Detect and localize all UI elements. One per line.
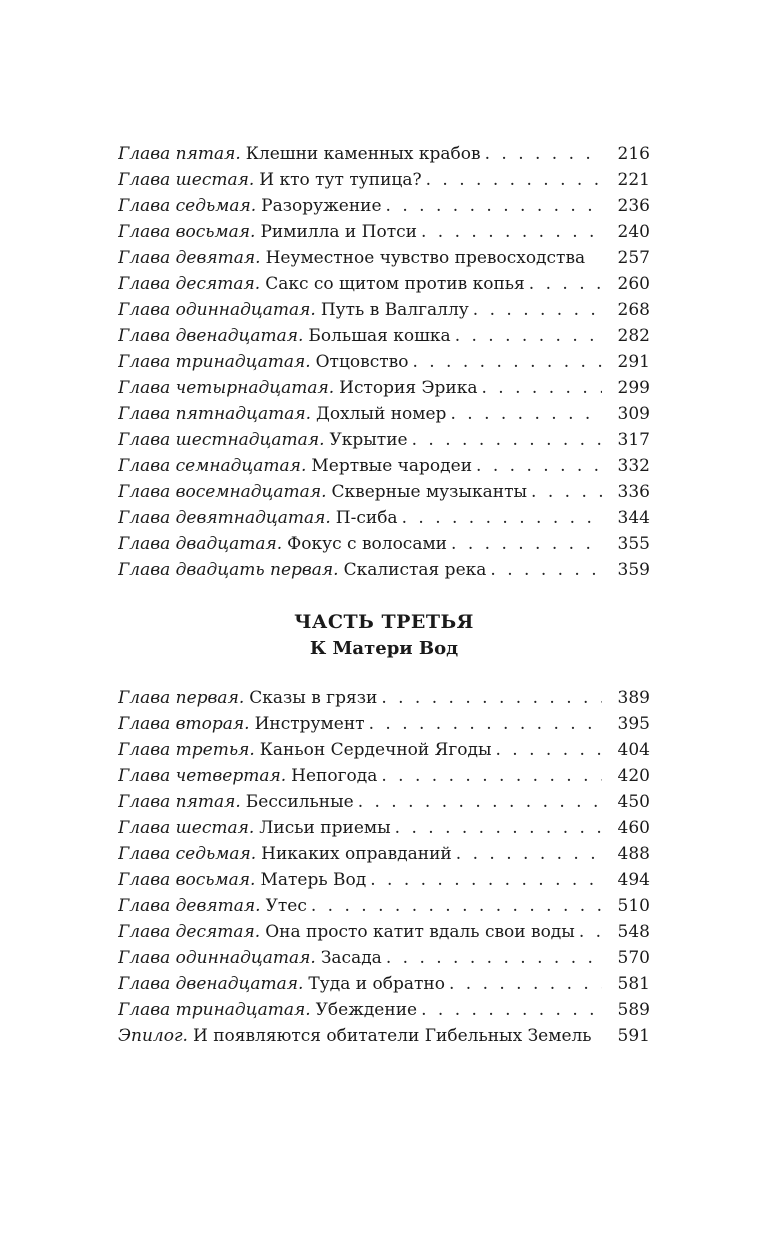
page-number: 494 — [617, 870, 650, 890]
chapter-title: П-сиба — [335, 508, 398, 528]
chapter-title: Засада — [320, 948, 382, 968]
chapter-label: Глава седьмая. — [118, 844, 257, 864]
toc-entry — [118, 245, 650, 271]
toc-entry — [118, 867, 650, 893]
page-number: 260 — [617, 274, 650, 294]
toc-entry — [118, 401, 650, 427]
page-number: 309 — [617, 404, 650, 424]
dot-leader — [531, 479, 602, 505]
chapter-title: Лисьи приемы — [259, 818, 391, 838]
chapter-title: Путь в Валгаллу — [320, 300, 469, 320]
page-number: 589 — [617, 1000, 650, 1020]
page-number: 355 — [617, 534, 650, 554]
toc-entry — [118, 841, 650, 867]
chapter-title: Дохлый номер — [316, 404, 447, 424]
dot-leader — [449, 971, 602, 997]
toc-entry — [118, 219, 650, 245]
chapter-label: Глава одиннадцатая. — [118, 300, 316, 320]
chapter-label: Глава двадцать первая. — [118, 560, 339, 580]
page-number: 291 — [617, 352, 650, 372]
page-number: 389 — [617, 688, 650, 708]
toc-entry — [118, 893, 650, 919]
page-number: 344 — [617, 508, 650, 528]
dot-leader — [579, 919, 602, 945]
toc-entry — [118, 349, 650, 375]
toc-entry — [118, 711, 650, 737]
dot-leader — [426, 167, 602, 193]
page-number: 460 — [617, 818, 650, 838]
chapter-label: Глава третья. — [118, 740, 255, 760]
dot-leader — [421, 997, 602, 1023]
dot-leader — [485, 141, 602, 167]
chapter-title: И кто тут тупица? — [259, 170, 422, 190]
toc-entry — [118, 453, 650, 479]
toc-entry — [118, 1023, 650, 1049]
chapter-label: Глава десятая. — [118, 922, 261, 942]
dot-leader — [481, 375, 602, 401]
page-number: 240 — [617, 222, 650, 242]
chapter-label: Глава двенадцатая. — [118, 326, 304, 346]
chapter-title: Мертвые чародеи — [311, 456, 473, 476]
chapter-label: Глава пятнадцатая. — [118, 404, 311, 424]
toc-entry — [118, 557, 650, 583]
toc-entry — [118, 375, 650, 401]
page-number: 299 — [617, 378, 650, 398]
dot-leader — [451, 531, 602, 557]
dot-leader — [412, 349, 602, 375]
chapter-title: Сказы в грязи — [249, 688, 378, 708]
dot-leader — [456, 841, 602, 867]
chapter-label: Глава шестнадцатая. — [118, 430, 325, 450]
dot-leader — [369, 711, 602, 737]
page-number: 420 — [617, 766, 650, 786]
toc-entry — [118, 997, 650, 1023]
toc-entry — [118, 427, 650, 453]
toc-entry — [118, 141, 650, 167]
page-number: 336 — [617, 482, 650, 502]
page-number: 268 — [617, 300, 650, 320]
page-number: 236 — [617, 196, 650, 216]
chapter-label: Глава двенадцатая. — [118, 974, 304, 994]
toc-entry — [118, 323, 650, 349]
part-heading: ЧАСТЬ ТРЕТЬЯ — [294, 611, 474, 633]
chapter-label: Глава девятнадцатая. — [118, 508, 331, 528]
toc-entry — [118, 297, 650, 323]
chapter-label: Глава девятая. — [118, 896, 261, 916]
page-number: 359 — [617, 560, 650, 580]
dot-leader — [490, 557, 602, 583]
toc-entry — [118, 685, 650, 711]
chapter-title: Римилла и Потси — [260, 222, 417, 242]
chapter-label: Глава четырнадцатая. — [118, 378, 335, 398]
chapter-label: Глава семнадцатая. — [118, 456, 307, 476]
page-number: 548 — [617, 922, 650, 942]
toc-entry — [118, 271, 650, 297]
dot-leader — [381, 685, 602, 711]
dot-leader — [495, 737, 602, 763]
chapter-title: Фокус с волосами — [287, 534, 448, 554]
dot-leader — [412, 427, 602, 453]
page-number: 282 — [617, 326, 650, 346]
chapter-title: Укрытие — [329, 430, 408, 450]
toc-entry — [118, 945, 650, 971]
chapter-title: Отцовство — [315, 352, 409, 372]
toc-entry — [118, 737, 650, 763]
page-number: 257 — [617, 248, 650, 268]
chapter-title: И появляются обитатели Гибельных Земель — [192, 1026, 592, 1046]
chapter-label: Глава восемнадцатая. — [118, 482, 327, 502]
dot-leader — [473, 297, 602, 323]
chapter-title: Бессильные — [245, 792, 354, 812]
chapter-title: Неуместное чувство превосходства — [265, 248, 586, 268]
page-number: 216 — [617, 144, 650, 164]
chapter-label: Глава седьмая. — [118, 196, 257, 216]
chapter-title: Она просто катит вдаль свои воды — [265, 922, 575, 942]
chapter-label: Глава тринадцатая. — [118, 1000, 311, 1020]
chapter-label: Эпилог. — [118, 1026, 188, 1046]
chapter-title: Клешни каменных крабов — [245, 144, 481, 164]
chapter-title: История Эрика — [339, 378, 478, 398]
toc-entry — [118, 193, 650, 219]
dot-leader — [395, 815, 602, 841]
toc-entry — [118, 971, 650, 997]
chapter-title: Сакс со щитом против копья — [265, 274, 525, 294]
dot-leader — [476, 453, 602, 479]
chapter-title: Инструмент — [254, 714, 365, 734]
part-subtitle: К Матери Вод — [309, 638, 459, 659]
chapter-label: Глава шестая. — [118, 170, 255, 190]
page-number: 221 — [617, 170, 650, 190]
page-number: 591 — [617, 1026, 650, 1046]
toc-entry — [118, 479, 650, 505]
page-number: 450 — [617, 792, 650, 812]
chapter-label: Глава первая. — [118, 688, 245, 708]
page-number: 581 — [617, 974, 650, 994]
toc-entry — [118, 167, 650, 193]
toc-entry — [118, 505, 650, 531]
chapter-title: Утес — [265, 896, 307, 916]
dot-leader — [386, 945, 602, 971]
dot-leader — [402, 505, 602, 531]
chapter-label: Глава пятая. — [118, 144, 241, 164]
chapter-label: Глава шестая. — [118, 818, 255, 838]
dot-leader — [450, 401, 602, 427]
toc-entry — [118, 815, 650, 841]
chapter-title: Большая кошка — [308, 326, 451, 346]
chapter-label: Глава восьмая. — [118, 870, 256, 890]
page-number: 404 — [617, 740, 650, 760]
chapter-title: Туда и обратно — [308, 974, 445, 994]
contents-list-part-two — [118, 141, 650, 583]
toc-entry — [118, 919, 650, 945]
chapter-label: Глава вторая. — [118, 714, 250, 734]
chapter-title: Непогода — [291, 766, 378, 786]
chapter-label: Глава десятая. — [118, 274, 261, 294]
chapter-label: Глава пятая. — [118, 792, 241, 812]
chapter-title: Каньон Сердечной Ягоды — [259, 740, 492, 760]
chapter-title: Скалистая река — [343, 560, 487, 580]
chapter-title: Скверные музыканты — [331, 482, 528, 502]
chapter-label: Глава восьмая. — [118, 222, 256, 242]
dot-leader — [386, 193, 602, 219]
toc-entry — [118, 763, 650, 789]
chapter-label: Глава четвертая. — [118, 766, 287, 786]
page-number: 488 — [617, 844, 650, 864]
dot-leader — [455, 323, 602, 349]
chapter-label: Глава одиннадцатая. — [118, 948, 316, 968]
dot-leader — [311, 893, 602, 919]
contents-list-part-three — [118, 685, 650, 1049]
page-number: 570 — [617, 948, 650, 968]
dot-leader — [529, 271, 602, 297]
dot-leader — [381, 763, 602, 789]
chapter-title: Убеждение — [315, 1000, 418, 1020]
chapter-label: Глава девятая. — [118, 248, 261, 268]
chapter-title: Разоружение — [261, 196, 382, 216]
toc-entry — [118, 789, 650, 815]
toc-entry — [118, 531, 650, 557]
page-number: 510 — [617, 896, 650, 916]
page-number: 317 — [617, 430, 650, 450]
chapter-title: Матерь Вод — [260, 870, 367, 890]
page-number: 332 — [617, 456, 650, 476]
page-number: 395 — [617, 714, 650, 734]
dot-leader — [421, 219, 602, 245]
chapter-title: Никаких оправданий — [261, 844, 452, 864]
dot-leader — [370, 867, 602, 893]
dot-leader — [358, 789, 602, 815]
chapter-label: Глава тринадцатая. — [118, 352, 311, 372]
chapter-label: Глава двадцатая. — [118, 534, 283, 554]
